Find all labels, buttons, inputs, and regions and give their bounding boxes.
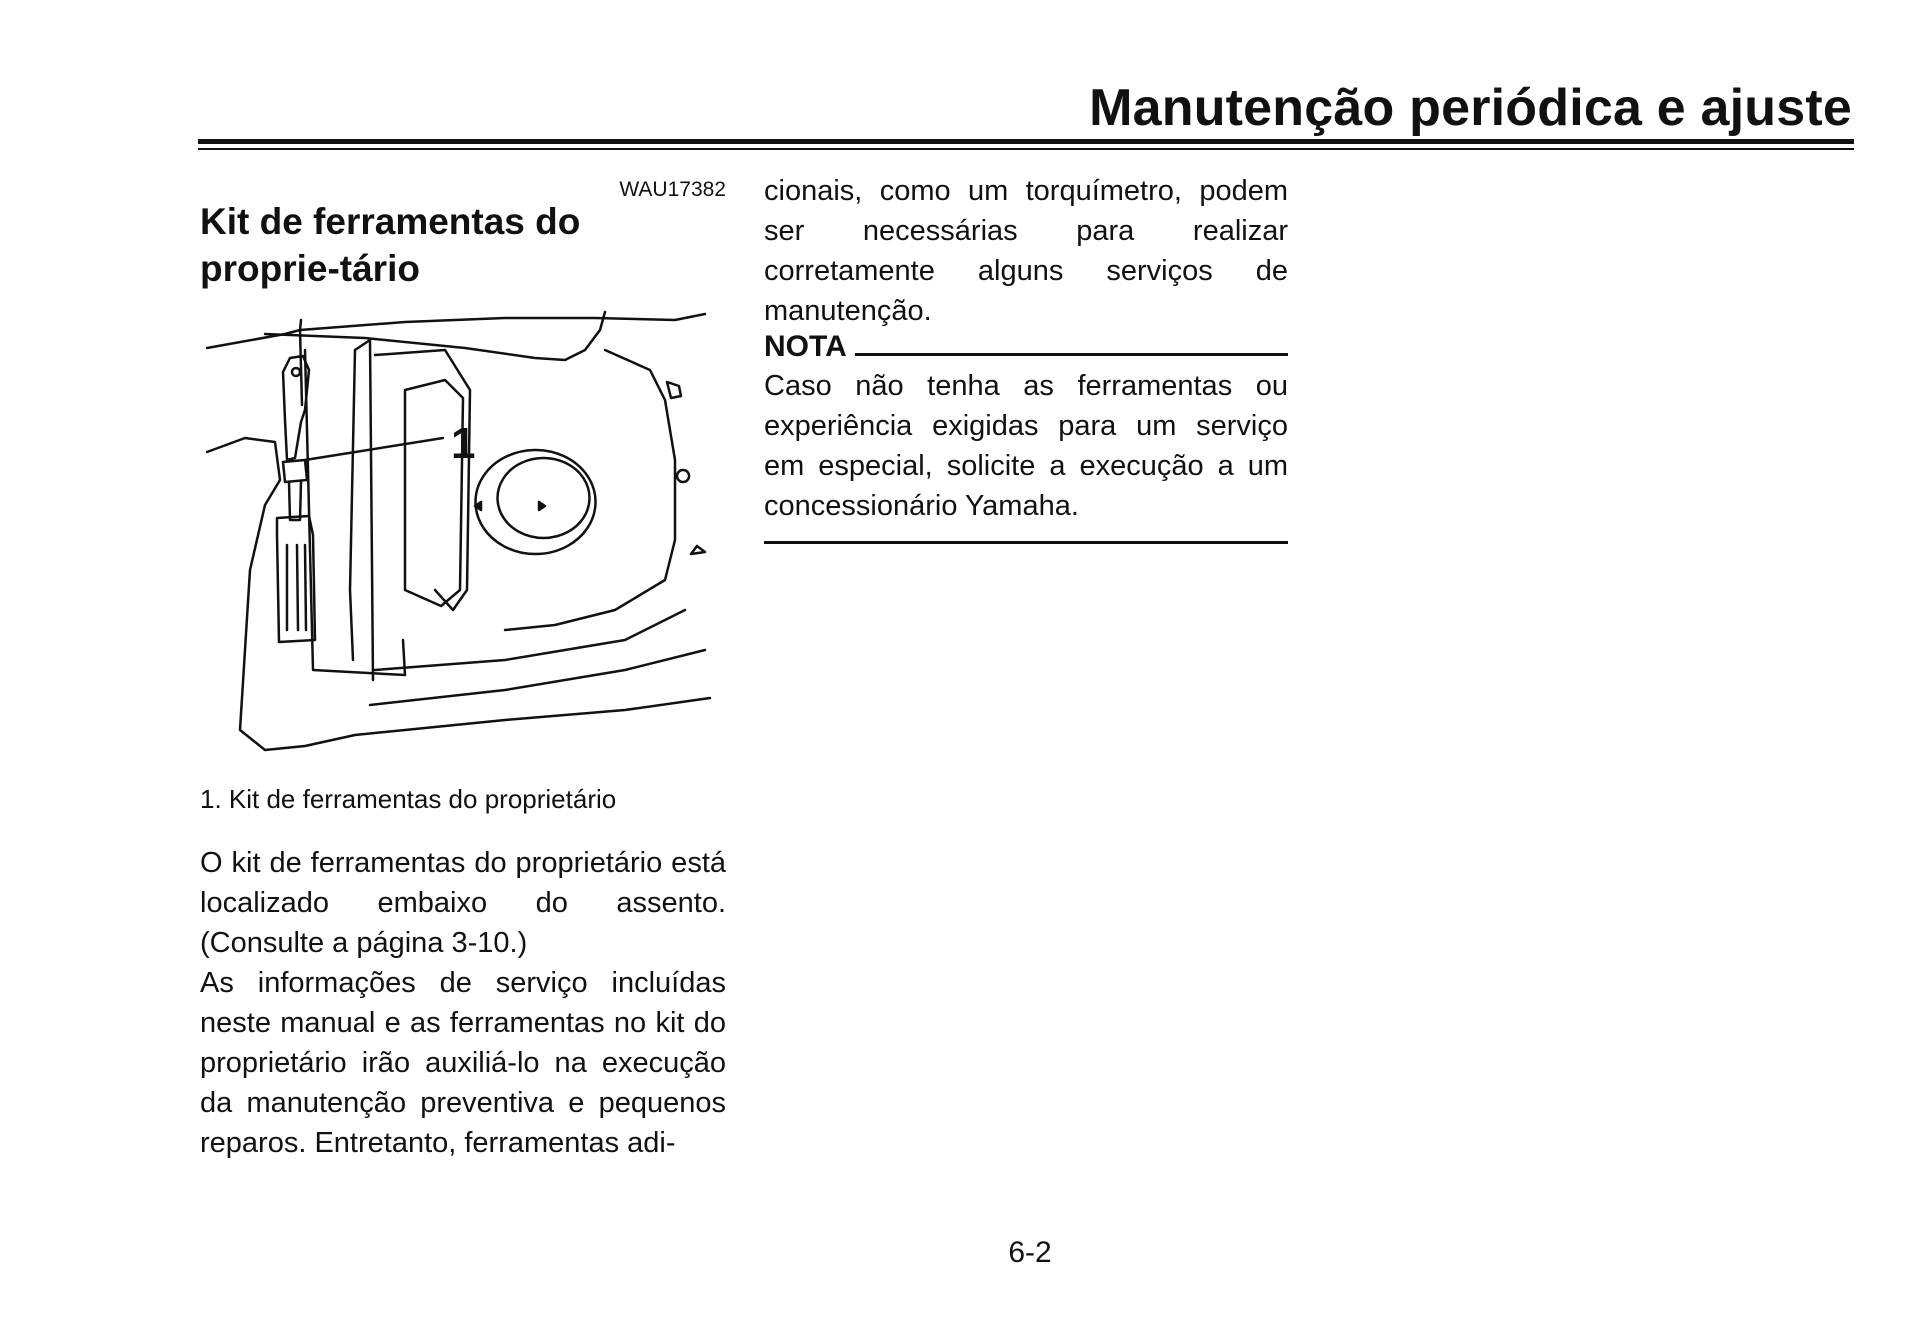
- paragraph: As informações de serviço incluídas neste manual e as ferramentas no kit do proprietário irão auxiliá-lo na execução da manutenção preventiva e pequenos reparos. Entretanto, ferramentas adi-: [200, 967, 726, 1159]
- toolkit-location-illustration: [205, 310, 725, 780]
- header-rule-thick: [198, 139, 1854, 144]
- tray-inner-wall: [405, 380, 463, 606]
- figure-caption: 1. Kit de ferramentas do proprietário: [200, 784, 617, 814]
- paragraph: O kit de ferramentas do proprietário está localizado embaixo do assento. (Consulte a página 3-10.): [200, 847, 726, 959]
- note-bottom-rule: [764, 541, 1288, 544]
- toolkit-wrench-hole: [292, 368, 300, 376]
- tool-compartment-side: [350, 340, 373, 680]
- section-code: WAU17382: [619, 178, 726, 201]
- callout-number: 1: [451, 419, 476, 468]
- callout-leader-line: [305, 438, 443, 460]
- note-header-rule: [855, 353, 1288, 356]
- right-bracket: [667, 382, 705, 554]
- paragraph-continuation: cionais, como um torquímetro, podem ser necessárias para realizar corretamente alguns serviços de manutenção.: [764, 175, 1288, 327]
- toolkit-socket: [283, 460, 307, 520]
- note-text: Caso não tenha as ferramentas ou experiência exigidas para um serviço em especial, solicite a execução a um concessionário Yamaha.: [764, 370, 1288, 522]
- page-number: 6-2: [1008, 1236, 1052, 1269]
- storage-floor: [370, 610, 705, 705]
- fuel-cap-mark-right: [539, 502, 545, 510]
- section-title: Kit de ferramentas do proprie-tário: [200, 201, 581, 289]
- left-column-text: [200, 843, 726, 1163]
- fuel-cap-inner: [498, 458, 590, 538]
- right-column-text: [764, 171, 1288, 331]
- storage-right-wall: [505, 350, 675, 630]
- note-label: NOTA: [764, 330, 847, 363]
- toolkit-handle-grip: [287, 545, 306, 630]
- note-header: [764, 330, 1288, 364]
- body-outline-top: [300, 314, 705, 330]
- header-rule-thin: [198, 148, 1854, 150]
- page-header-title: Manutenção periódica e ajuste: [1089, 79, 1852, 137]
- note-body: [764, 366, 1288, 526]
